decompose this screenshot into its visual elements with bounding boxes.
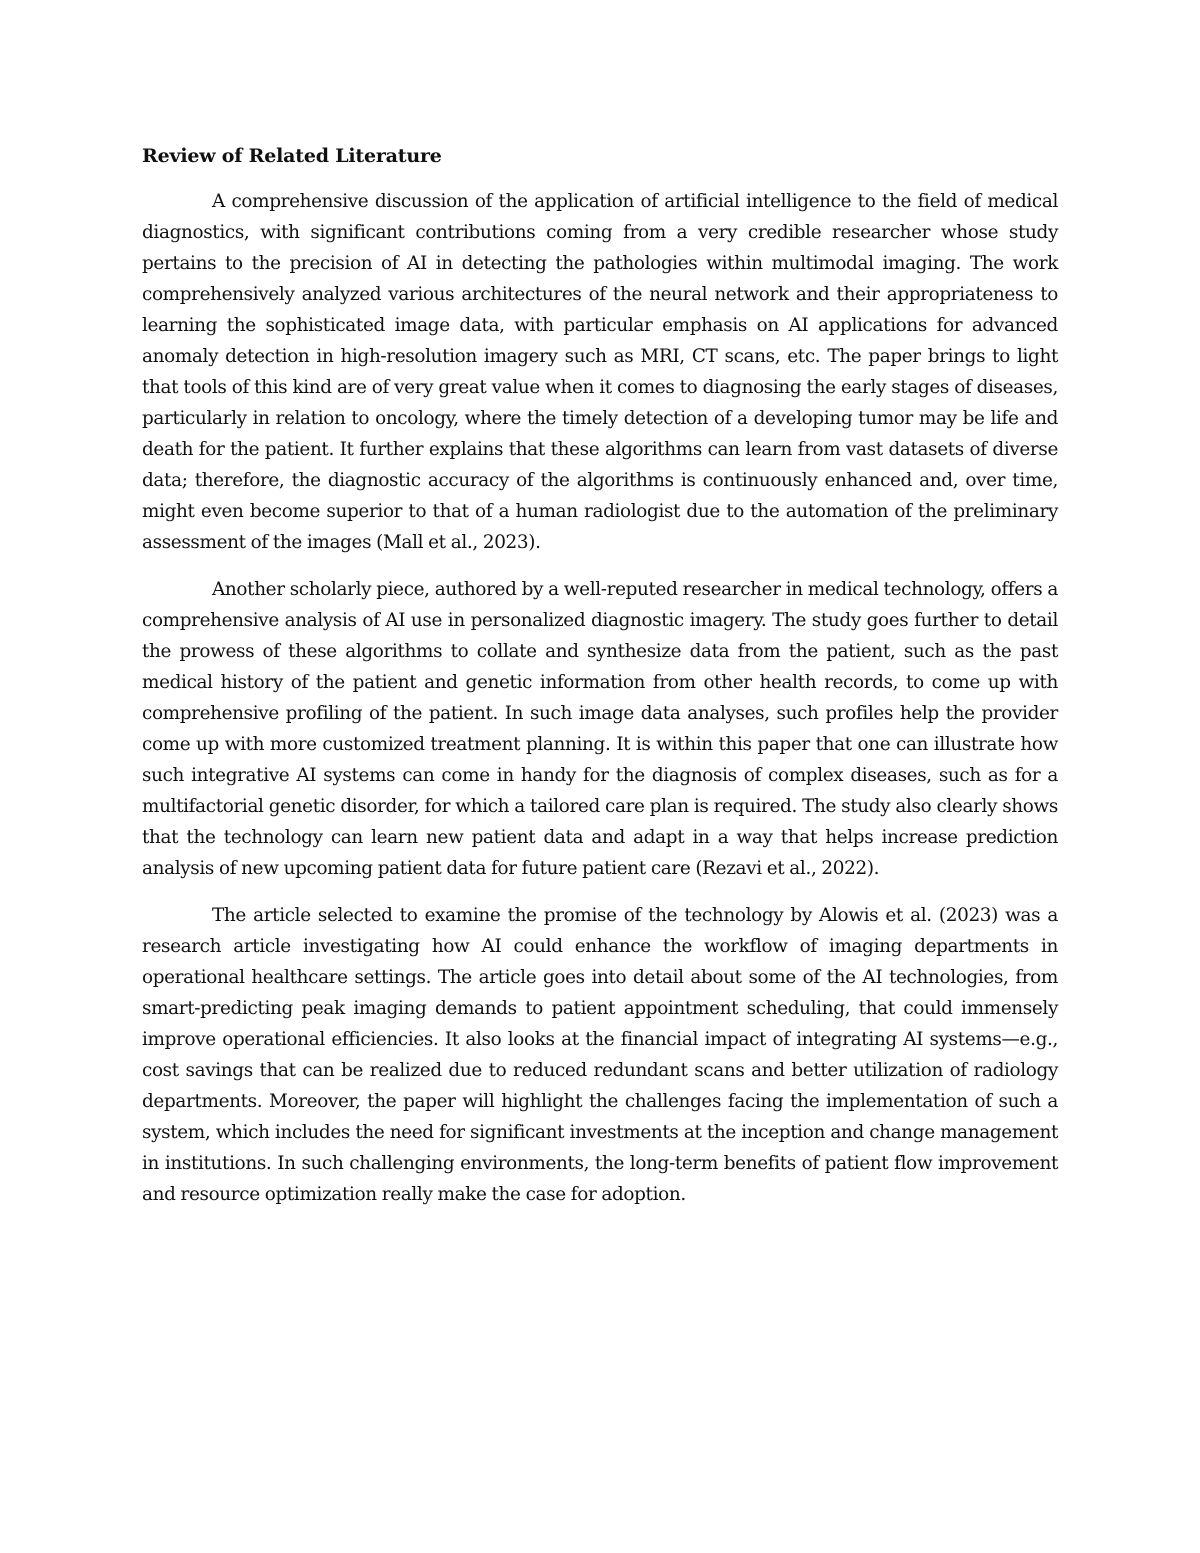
paragraph-1: A comprehensive discussion of the application of artificial intelligence to the field of medical diagnostics, with significant contributions coming from a very credible researcher whose study pertains to the precision of AI in detecting the pathologies within multimodal imaging. The work comprehensively analyzed various architectures of the neural network and their appropriateness to learning the sophisticated image data, with particular emphasis on AI applications for advanced anomaly detection in high-resolution imagery such as MRI, CT scans, etc. The paper brings to light that tools of this kind are of very great value when it comes to diagnosing the early stages of diseases, particularly in relation to oncology, where the timely detection of a developing tumor may be life and death for the patient. It further explains that these algorithms can learn from vast datasets of diverse data; therefore, the diagnostic accuracy of the algorithms is continuously enhanced and, over time, might even become superior to that of a human radiologist due to the automation of the preliminary assessment of the images (Mall et al., 2023). [142, 191, 1058, 553]
paragraph-3: The article selected to examine the promise of the technology by Alowis et al. (2023) was a research article investigating how AI could enhance the workflow of imaging departments in operational healthcare settings. The article goes into detail about some of the AI technologies, from smart-predicting peak imaging demands to patient appointment scheduling, that could immensely improve operational efficiencies. It also looks at the financial impact of integrating AI systems—e.g., cost savings that can be realized due to reduced redundant scans and better utilization of radiology departments. Moreover, the paper will highlight the challenges facing the implementation of such a system, which includes the need for significant investments at the inception and change management in institutions. In such challenging environments, the long-term benefits of patient flow improvement and resource optimization really make the case for adoption. [142, 905, 1058, 1205]
document-body [142, 141, 1058, 1226]
section-heading: Review of Related Literature [142, 145, 442, 167]
paragraph-2: Another scholarly piece, authored by a well-reputed researcher in medical technology, offers a comprehensive analysis of AI use in personalized diagnostic imagery. The study goes further to detail the prowess of these algorithms to collate and synthesize data from the patient, such as the past medical history of the patient and genetic information from other health records, to come up with comprehensive profiling of the patient. In such image data analyses, such profiles help the provider come up with more customized treatment planning. It is within this paper that one can illustrate how such integrative AI systems can come in handy for the diagnosis of complex diseases, such as for a multifactorial genetic disorder, for which a tailored care plan is required. The study also clearly shows that the technology can learn new patient data and adapt in a way that helps increase prediction analysis of new upcoming patient data for future patient care (Rezavi et al., 2022). [142, 579, 1058, 879]
